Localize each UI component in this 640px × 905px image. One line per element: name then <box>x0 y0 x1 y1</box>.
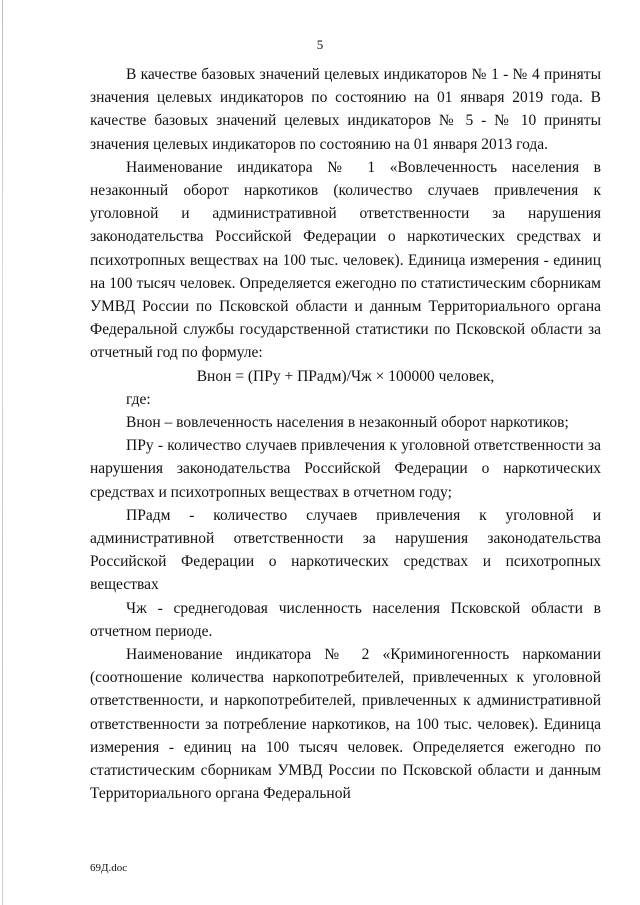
paragraph-indicator-2: Наименование индикатора № 2 «Криминогенность наркомании (соотношение количества наркопотребителей, привлеченных к уголовной ответственности, и наркопотребителей, привлеченных к административной ответственности за потребление наркотиков, на 100 тыс. человек). Единица измерения - единиц на 100 тысяч человек. Определяется ежегодно по статистическим сборникам УМВД России по Псковской области и данным Территориального органа Федеральной <box>90 646 601 803</box>
where-label: где: <box>126 390 151 408</box>
definition-vnon: Внон – вовлеченность населения в незаконный оборот наркотиков; <box>126 414 569 432</box>
definition-chzh: Чж - среднегодовая численность населения Псковской области в отчетном периоде. <box>90 599 601 640</box>
scan-edge <box>2 0 3 905</box>
paragraph-indicator-1: Наименование индикатора № 1 «Вовлеченность населения в незаконный оборот наркотиков (количество случаев привлечения к уголовной и административной ответственности за нарушения законодательства Российской Федерации о наркотических средствах и психотропных веществах на 100 тыс. человек). Единица измерения - единиц на 100 тысяч человек. Определяется ежегодно по статистическим сборникам УМВД России по Псковской области и данным Территориального органа Федеральной службы государственной статистики по Псковской области за отчетный год по формуле: <box>90 158 601 362</box>
file-name-footer: 69Д.doc <box>90 862 128 874</box>
definition-pru: ПРу - количество случаев привлечения к уголовной ответственности за нарушения законодательства Российской Федерации о наркотических средствах и психотропных веществах в отчетном году; <box>90 437 601 501</box>
page-number: 5 <box>316 37 324 52</box>
formula: Внон = (ПРу + ПРадм)/Чж × 100000 человек, <box>196 367 495 385</box>
definition-pradm: ПРадм - количество случаев привлечения к уголовной и административной ответственности за нарушения законодательства Российской Федерации о наркотических средствах и психотропных веществах <box>90 506 601 594</box>
document-body <box>90 63 601 806</box>
paragraph-base-values: В качестве базовых значений целевых индикаторов № 1 - № 4 приняты значения целевых индикаторов по состоянию на 01 января 2019 года. В качестве базовых значений целевых индикаторов № 5 - № 10 приняты значения целевых индикаторов по состоянию на 01 января 2013 года. <box>90 66 601 153</box>
